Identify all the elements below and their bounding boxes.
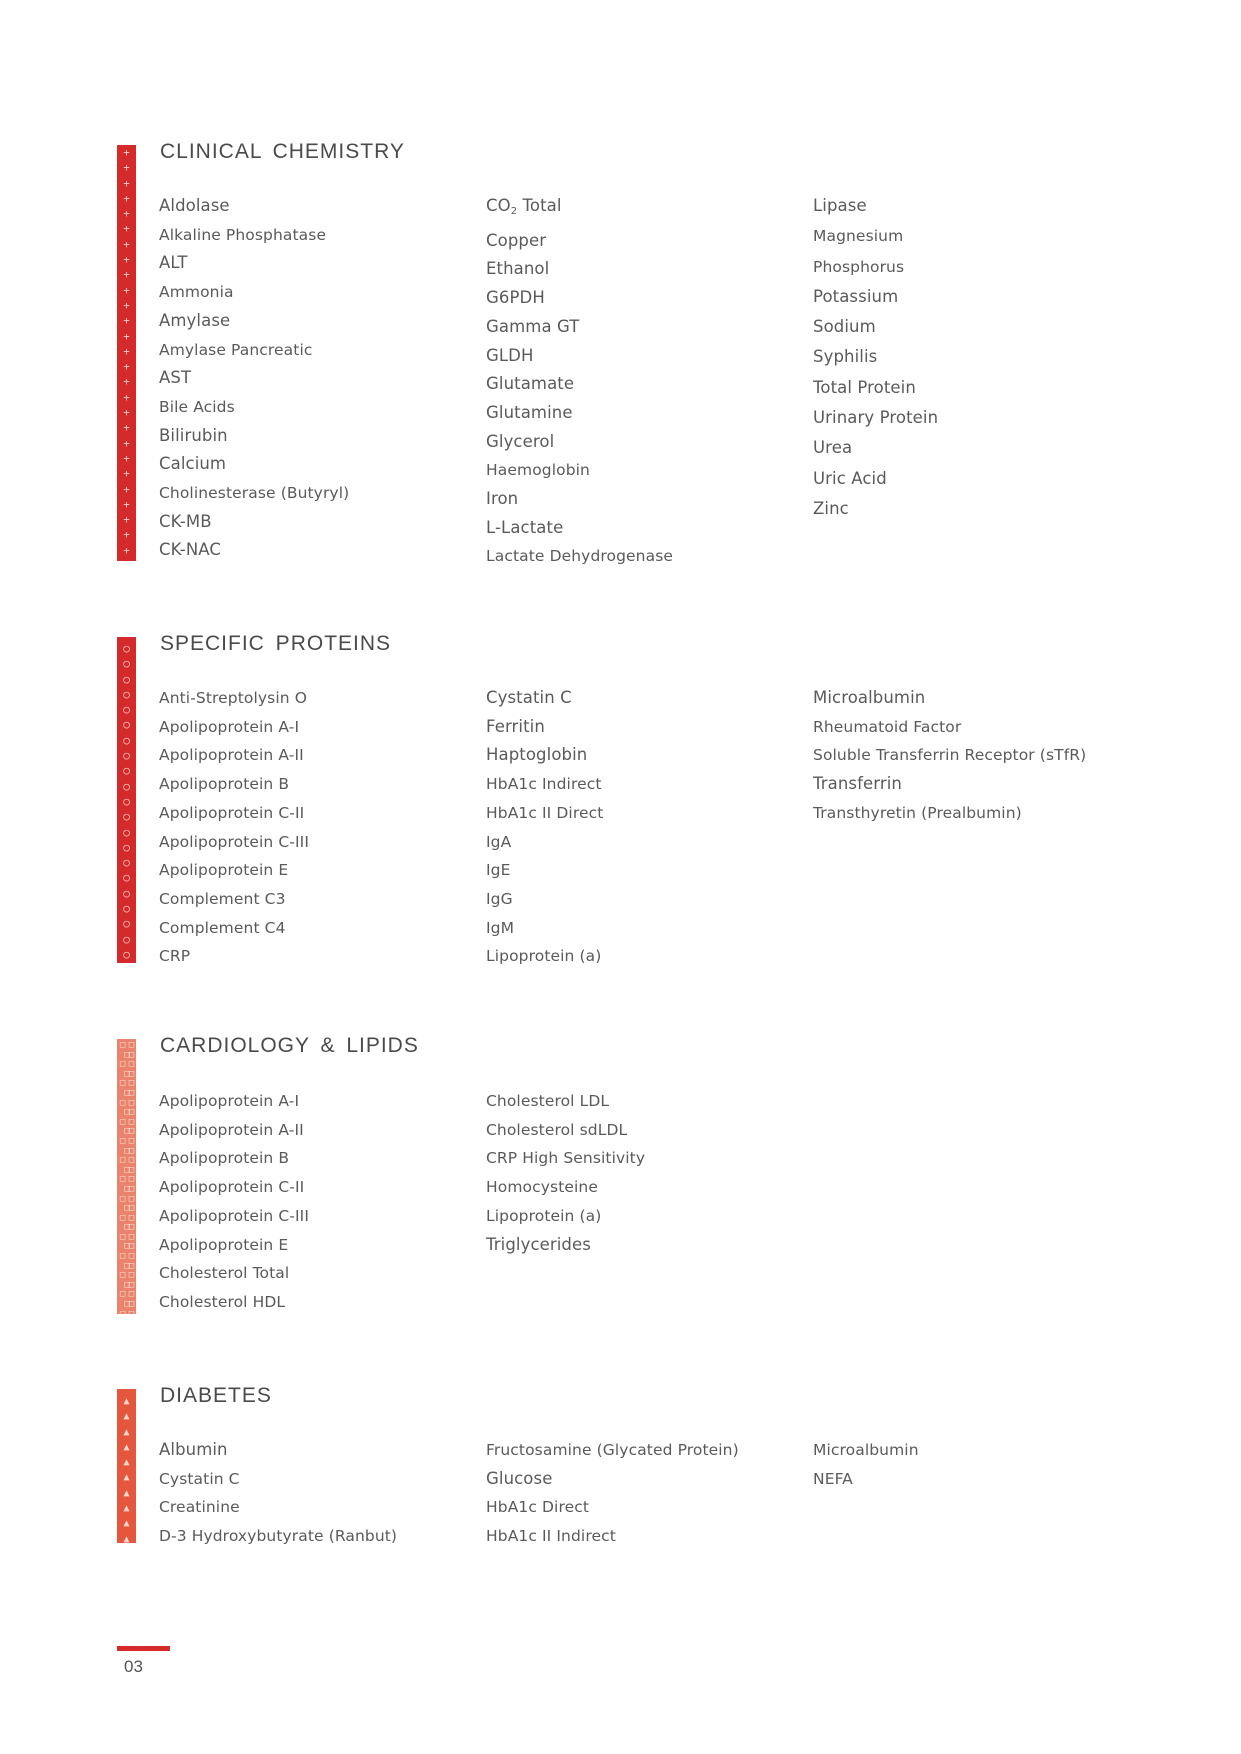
list-item: Ferritin <box>486 716 545 736</box>
list-item: Gamma GT <box>486 316 580 336</box>
list-item: Aldolase <box>159 196 230 215</box>
list-item: Albumin <box>159 1440 228 1459</box>
list-item: Cholesterol HDL <box>159 1292 286 1311</box>
test-list-column-1 <box>159 1436 397 1551</box>
list-item: Lactate Dehydrogenase <box>486 547 674 566</box>
list-item-co2-total <box>486 192 673 227</box>
list-item: Apolipoprotein B <box>159 1149 290 1168</box>
list-item: Lipoprotein (a) <box>486 947 602 966</box>
list-item: Lipoprotein (a) <box>486 1206 602 1225</box>
list-item: Apolipoprotein C-III <box>159 1206 310 1225</box>
section-title: CARDIOLOGY & LIPIDS <box>160 1034 419 1057</box>
list-item: Syphilis <box>813 347 878 367</box>
list-item: Cystatin C <box>486 688 572 707</box>
test-list-column-3 <box>813 191 938 524</box>
list-item: Zinc <box>813 498 849 518</box>
list-item: Soluble Transferrin Receptor (sTfR) <box>813 746 1087 765</box>
test-list-column-2 <box>486 1436 739 1551</box>
test-list-column-3 <box>813 684 1086 828</box>
list-item: CK-NAC <box>159 540 222 560</box>
list-item: IgE <box>486 861 511 880</box>
list-item: Haemoglobin <box>486 461 590 480</box>
list-item: AST <box>159 368 192 388</box>
section-bar-square-pattern <box>117 1039 136 1319</box>
list-item: Apolipoprotein C-II <box>159 803 305 822</box>
list-item: Microalbumin <box>813 1441 919 1459</box>
list-item: Apolipoprotein B <box>159 775 290 794</box>
test-list-column-1 <box>159 192 349 565</box>
list-item: Amylase <box>159 310 231 330</box>
list-item: CRP <box>159 947 191 966</box>
list-item: Ammonia <box>159 283 234 302</box>
page-number: 03 <box>124 1657 143 1676</box>
list-item: Sodium <box>813 317 876 337</box>
list-item: IgM <box>486 918 515 937</box>
list-item: Cholesterol Total <box>159 1264 290 1283</box>
cross-icon-pattern: + + + + + + + + + + + + + + + + + + + + + + + + + + + <box>123 146 130 557</box>
list-item: Complement C4 <box>159 918 286 937</box>
list-item: Creatinine <box>159 1498 240 1517</box>
test-list-column-1 <box>159 684 309 971</box>
list-item: Glutamate <box>486 374 575 394</box>
square-icon-pattern: □ □ □□ □ □ □□ □ □ □□ □ □ □□ □ □ □□ □ □ □□ □ □ □□ □ □ □□ □ □ □□ □ □ □□ □ □ □□ □ □ □□ □ □ □□ □ □ □□ □ □ <box>119 1040 134 1319</box>
list-item: HbA1c II Direct <box>486 803 604 822</box>
list-item: Cystatin C <box>159 1469 240 1488</box>
test-list-column-2 <box>486 684 603 971</box>
list-item: Cholesterol sdLDL <box>486 1120 628 1139</box>
list-item: Potassium <box>813 286 899 306</box>
test-list-column-1 <box>159 1087 309 1317</box>
list-item: Urea <box>813 438 853 458</box>
list-item: HbA1c Direct <box>486 1498 590 1517</box>
list-item: Apolipoprotein A-II <box>159 1120 304 1139</box>
list-item: Apolipoprotein E <box>159 861 289 880</box>
list-item: Glucose <box>486 1468 553 1488</box>
circle-icon-pattern: ○ ○ ○ ○ ○ ○ ○ ○ ○ ○ ○ ○ ○ ○ ○ ○ ○ ○ ○ ○ ○ ○ <box>123 642 130 977</box>
list-item: Complement C3 <box>159 889 286 908</box>
list-item: Homocysteine <box>486 1178 598 1197</box>
footer-accent-line <box>117 1646 170 1651</box>
list-item: Haptoglobin <box>486 745 588 765</box>
list-item: NEFA <box>813 1469 853 1488</box>
list-item: Transthyretin (Prealbumin) <box>813 803 1022 822</box>
formula-rest: Total <box>517 196 562 215</box>
list-item: HbA1c II Indirect <box>486 1527 616 1546</box>
list-item: Fructosamine (Glycated Protein) <box>486 1441 739 1459</box>
list-item: Lipase <box>813 196 867 215</box>
section-bar-circle-pattern <box>117 637 136 977</box>
list-item: Ethanol <box>486 259 550 279</box>
list-item: Magnesium <box>813 227 904 246</box>
list-item: CK-MB <box>159 511 212 531</box>
list-item: IgA <box>486 832 512 851</box>
list-item: Total Protein <box>813 377 916 397</box>
list-item: Apolipoprotein A-I <box>159 1092 300 1110</box>
list-item: Apolipoprotein C-II <box>159 1178 305 1197</box>
list-item: Glutamine <box>486 402 573 422</box>
list-item: D-3 Hydroxybutyrate (Ranbut) <box>159 1527 398 1546</box>
list-item: Anti-Streptolysin O <box>159 689 307 707</box>
list-item: CRP High Sensitivity <box>486 1149 646 1168</box>
list-item: Glycerol <box>486 431 555 451</box>
list-item: IgG <box>486 889 513 908</box>
list-item: Microalbumin <box>813 688 926 707</box>
list-item: Phosphorus <box>813 257 905 276</box>
list-item: Bilirubin <box>159 425 228 445</box>
list-item: Calcium <box>159 454 227 474</box>
list-item: Apolipoprotein E <box>159 1235 289 1254</box>
test-list-column-2 <box>486 192 673 571</box>
list-item: Bile Acids <box>159 397 235 416</box>
list-item: Amylase Pancreatic <box>159 340 313 359</box>
section-title: SPECIFIC PROTEINS <box>160 632 392 655</box>
list-item: Triglycerides <box>486 1234 591 1254</box>
list-item: HbA1c Indirect <box>486 775 602 794</box>
list-item: Alkaline Phosphatase <box>159 225 327 244</box>
list-item: L-Lactate <box>486 517 564 537</box>
list-item: ALT <box>159 253 188 273</box>
list-item: Uric Acid <box>813 468 887 488</box>
list-item: G6PDH <box>486 288 545 308</box>
list-item: Rheumatoid Factor <box>813 717 962 736</box>
list-item: Iron <box>486 489 519 509</box>
triangle-icon-pattern: ▲ ▲ ▲ ▲ ▲ ▲ ▲ ▲ ▲ ▲ <box>123 1396 130 1545</box>
test-list-column-2 <box>486 1087 645 1259</box>
formula-main: CO <box>486 196 511 215</box>
section-bar-cross-pattern <box>117 145 136 561</box>
test-list-column-3 <box>813 1436 919 1493</box>
list-item: Apolipoprotein C-III <box>159 832 310 851</box>
section-bar-triangle-pattern <box>117 1389 136 1543</box>
list-item: Cholesterol LDL <box>486 1092 610 1110</box>
list-item: Cholinesterase (Butyryl) <box>159 484 350 503</box>
formula-subscript: 2 <box>510 206 518 217</box>
list-item: GLDH <box>486 345 534 365</box>
list-item: Transferrin <box>813 774 902 794</box>
list-item: Apolipoprotein A-I <box>159 717 300 736</box>
section-title: CLINICAL CHEMISTRY <box>160 140 405 163</box>
list-item: Copper <box>486 230 547 250</box>
list-item: Apolipoprotein A-II <box>159 746 304 765</box>
section-title: DIABETES <box>160 1384 272 1407</box>
list-item: Urinary Protein <box>813 408 939 428</box>
